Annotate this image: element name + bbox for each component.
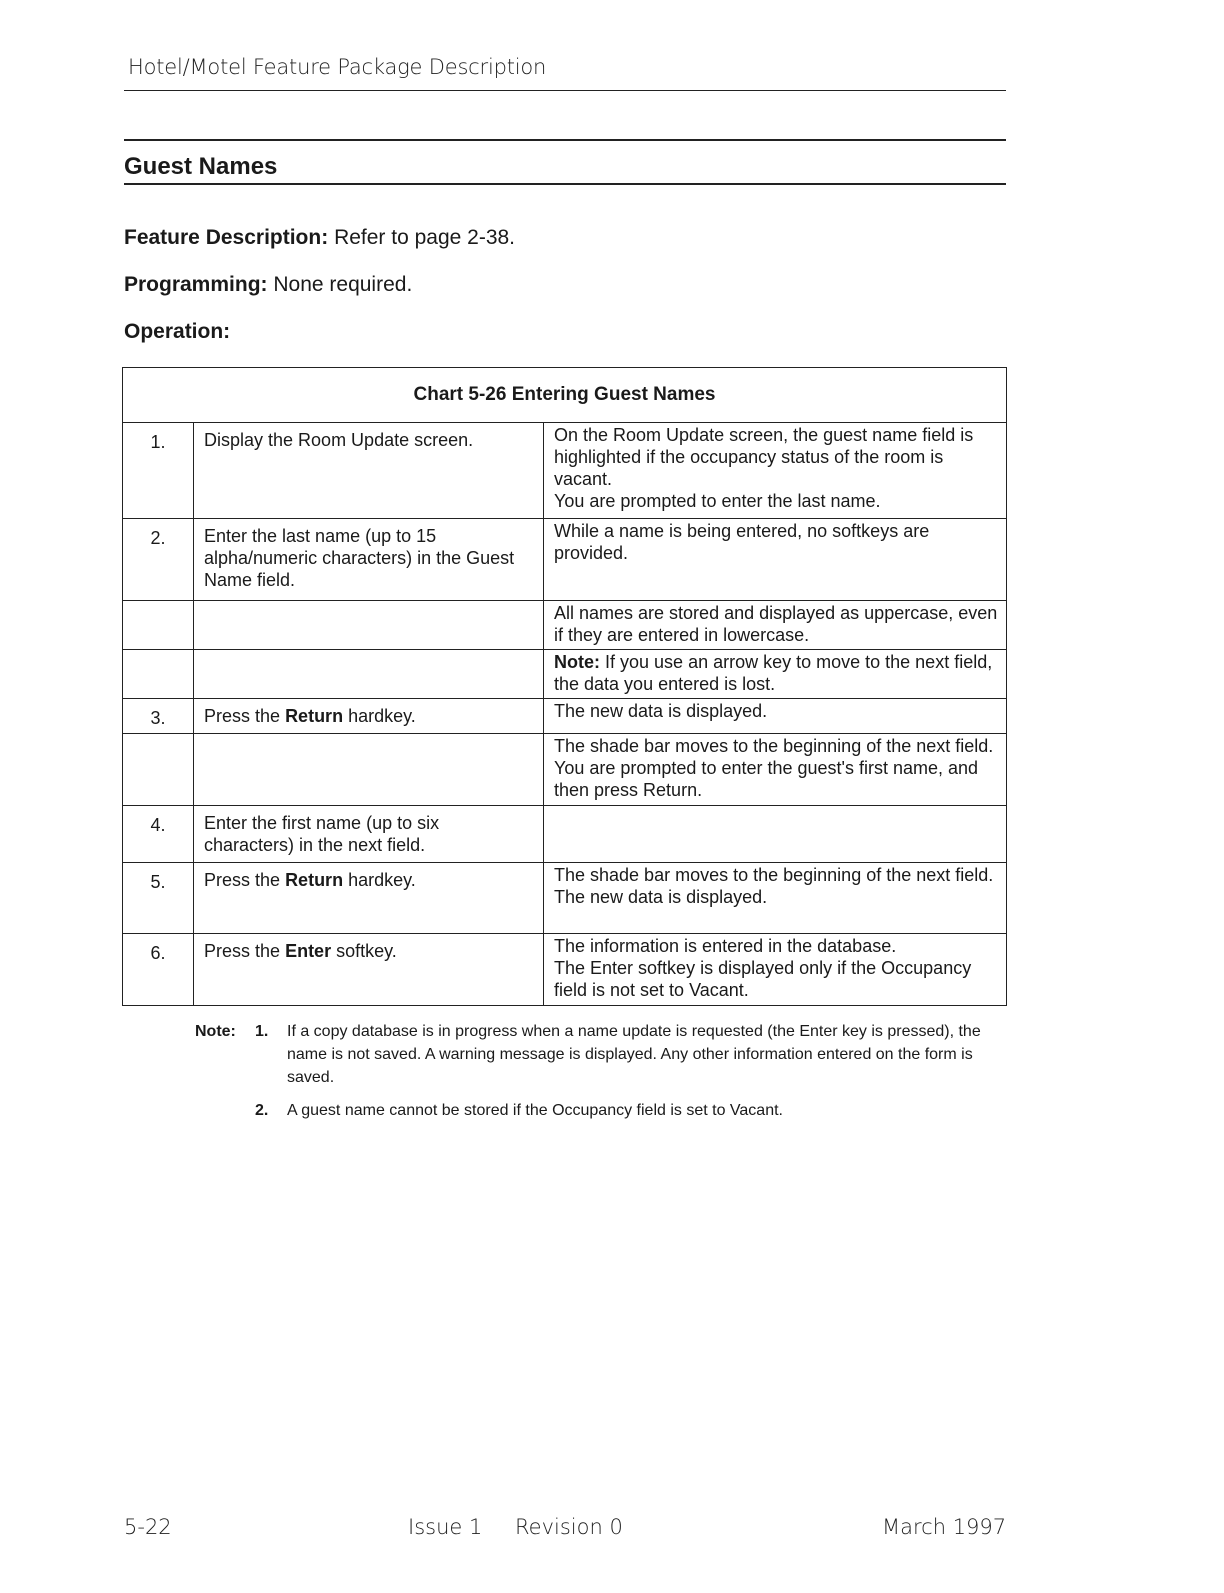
date-label: March 1997	[882, 1515, 1007, 1539]
chart-caption: Chart 5-26 Entering Guest Names	[123, 368, 1007, 423]
key-name: Enter	[285, 941, 332, 961]
issue-label: Issue 1	[408, 1515, 483, 1539]
key-name: Return	[285, 706, 344, 726]
table-row	[123, 699, 1007, 734]
step-number: 6.	[123, 934, 194, 1006]
step-action: Enter the last name (up to 15 alpha/numeric characters) in the Guest Name field.	[194, 519, 544, 601]
programming-label: Programming:	[124, 273, 268, 296]
footnote	[195, 1020, 1015, 1089]
step-result: Note: If you use an arrow key to move to the next field, the data you entered is lost.	[544, 650, 1007, 699]
feature-description	[124, 226, 515, 250]
step-action: Press the Enter softkey.	[194, 934, 544, 1006]
footnote-number: 1.	[255, 1023, 269, 1040]
section-top-rule	[124, 139, 1006, 141]
footnotes	[195, 1020, 1015, 1132]
feature-description-text: Refer to page 2-38.	[334, 226, 516, 249]
footnote-text: A guest name cannot be stored if the Occupancy field is set to Vacant.	[287, 1102, 783, 1119]
footnote-number: 2.	[255, 1102, 269, 1119]
table-row	[123, 806, 1007, 863]
step-result: The shade bar moves to the beginning of the next field. The new data is displayed.	[544, 863, 1007, 934]
revision-label: Revision 0	[515, 1515, 623, 1539]
operation-label: Operation:	[124, 320, 231, 343]
step-number: 2.	[123, 519, 194, 601]
table-row	[123, 863, 1007, 934]
step-result: The new data is displayed.	[544, 699, 1007, 734]
key-name: Return	[285, 870, 344, 890]
step-result: The shade bar moves to the beginning of the next field. You are prompted to enter the guest's first name, and then press Return.	[544, 734, 1007, 806]
step-result: The information is entered in the database. The Enter softkey is displayed only if the Occupancy field is not set to Vacant.	[544, 934, 1007, 1006]
footnote	[195, 1099, 1015, 1122]
section-bottom-rule	[124, 183, 1006, 185]
table-row	[123, 601, 1007, 650]
step-result: While a name is being entered, no softkeys are provided.	[544, 519, 1007, 601]
page-number: 5-22	[124, 1515, 172, 1539]
footnote-text: If a copy database is in progress when a name update is requested (the Enter key is pressed), the name is not saved. A warning message is displayed. Any other information entered on the form is saved.	[287, 1023, 981, 1086]
footnote-label: Note:	[195, 1023, 236, 1040]
table-row	[123, 734, 1007, 806]
step-action: Display the Room Update screen.	[194, 423, 544, 519]
operation	[124, 320, 230, 344]
table-row	[123, 423, 1007, 519]
step-number: 1.	[123, 423, 194, 519]
programming	[124, 273, 412, 297]
programming-text: None required.	[273, 273, 413, 296]
step-action: Enter the first name (up to six characters) in the next field.	[194, 806, 544, 863]
step-action: Press the Return hardkey.	[194, 699, 544, 734]
step-action: Press the Return hardkey.	[194, 863, 544, 934]
table-row	[123, 519, 1007, 601]
section-title: Guest Names	[124, 153, 278, 180]
step-number: 3.	[123, 699, 194, 734]
feature-description-label: Feature Description:	[124, 226, 329, 249]
running-header: Hotel/Motel Feature Package Description	[128, 55, 547, 79]
step-number: 5.	[123, 863, 194, 934]
header-rule	[124, 90, 1006, 91]
step-result: On the Room Update screen, the guest name field is highlighted if the occupancy status of the room is vacant. You are prompted to enter the last name.	[544, 423, 1007, 519]
step-number: 4.	[123, 806, 194, 863]
table-row	[123, 934, 1007, 1006]
chart-table	[122, 367, 1007, 1006]
step-result: All names are stored and displayed as uppercase, even if they are entered in lowercase.	[544, 601, 1007, 650]
note-label: Note:	[554, 652, 600, 672]
table-row	[123, 650, 1007, 699]
